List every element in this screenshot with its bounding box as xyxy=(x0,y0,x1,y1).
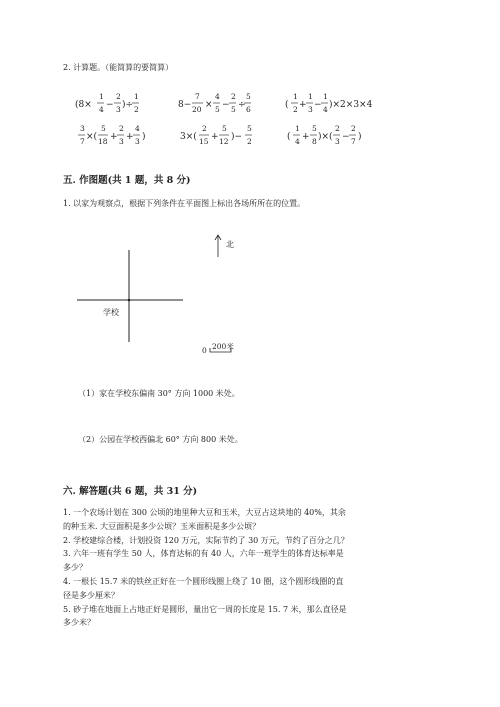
p5-open: 3×( xyxy=(180,132,197,142)
p4-close: ) xyxy=(142,132,146,142)
p2-num4: 5 xyxy=(246,92,251,101)
p5-op1: + xyxy=(211,132,219,142)
p6-den3: 3 xyxy=(335,137,340,146)
section6-line: 的种玉米. 大豆面积是多少公顷？玉米面积是多少公顷？ xyxy=(63,521,261,531)
p1-num3: 1 xyxy=(134,92,139,101)
p6-num1: 1 xyxy=(295,124,300,133)
p3-num2: 1 xyxy=(308,92,313,101)
p1-close: )÷ xyxy=(122,100,134,110)
section6-line: 径是多少厘米？ xyxy=(63,590,119,600)
p2-den4: 6 xyxy=(246,105,251,114)
scale-label: 200米 xyxy=(212,342,234,351)
p6-den4: 7 xyxy=(351,137,356,146)
p1-den2: 3 xyxy=(116,105,121,114)
p1-den3: 2 xyxy=(134,105,139,114)
problem-3 xyxy=(285,92,373,114)
p3-den2: 3 xyxy=(308,105,313,114)
p4-op1: + xyxy=(110,132,118,142)
p5-den1: 15 xyxy=(199,137,209,146)
p2-open: 8− xyxy=(178,100,192,110)
p1-num1: 1 xyxy=(99,92,104,101)
p4-num4: 4 xyxy=(135,124,140,133)
section6-line: 4. 一根长 15.7 米的铁丝正好在一个圆形线圈上绕了 10 圈，这个圆形线圈的直 xyxy=(63,576,344,586)
p4-num2: 5 xyxy=(101,124,106,133)
p3-open: ( xyxy=(285,100,289,110)
plane-diagram xyxy=(0,225,500,365)
p6-close: ) xyxy=(358,132,362,142)
p6-open: ( xyxy=(287,132,291,142)
p6-op1: + xyxy=(302,132,310,142)
p6-den1: 4 xyxy=(295,137,300,146)
p1-open: (8× xyxy=(75,100,92,110)
p2-op1: × xyxy=(205,100,213,110)
p4-num3: 2 xyxy=(119,124,124,133)
p1-den1: 4 xyxy=(99,105,104,114)
section6-line: 多少米？ xyxy=(63,618,95,628)
p3-num3: 1 xyxy=(323,92,328,101)
north-label: 北 xyxy=(226,240,234,249)
p2-num1: 7 xyxy=(195,92,200,101)
p3-den3: 4 xyxy=(323,105,328,114)
p5-den2: 12 xyxy=(219,137,229,146)
p5-den3: 2 xyxy=(247,137,252,146)
section5-question: 1. 以家为观察点，根据下列条件在平面图上标出各场所所在的位置。 xyxy=(63,199,306,208)
school-label: 学校 xyxy=(103,308,119,317)
problem-5 xyxy=(180,124,252,146)
problem-1 xyxy=(75,92,139,114)
section6-body xyxy=(63,506,349,630)
p2-num2: 4 xyxy=(215,92,220,101)
section5-item-2: （2）公园在学校西偏北 60° 方向 800 米处。 xyxy=(78,435,243,444)
p4-den2: 18 xyxy=(98,137,108,146)
section5-item-1: （1）家在学校东偏南 30° 方向 1000 米处。 xyxy=(78,389,240,398)
section5-heading: 五. 作图题(共 1 题，共 8 分) xyxy=(63,175,191,186)
p4-num1: 3 xyxy=(80,124,85,133)
problem-2 xyxy=(178,92,251,114)
p2-den2: 5 xyxy=(215,105,220,114)
p4-den1: 7 xyxy=(80,137,85,146)
p2-den3: 5 xyxy=(231,105,236,114)
section6-line: 多少？ xyxy=(63,563,87,573)
p4-op2: + xyxy=(126,132,134,142)
p1-num2: 2 xyxy=(116,92,121,101)
p5-num1: 2 xyxy=(202,124,207,133)
p4-open: ×( xyxy=(86,132,98,142)
p2-op3: ÷ xyxy=(238,100,246,110)
p3-den1: 2 xyxy=(293,105,298,114)
problem-6 xyxy=(287,124,362,146)
scale-zero: 0 xyxy=(202,346,207,355)
p6-num4: 2 xyxy=(351,124,356,133)
section6-line: 1. 一个农场计划在 300 公顷的地里种大豆和玉米，大豆占这块地的 40%，其余 xyxy=(63,508,346,517)
p3-op1: + xyxy=(299,100,307,110)
north-arrow-icon xyxy=(215,235,221,257)
school-point xyxy=(128,299,131,302)
p6-num3: 2 xyxy=(335,124,340,133)
p5-close: )− xyxy=(231,132,243,142)
calculation-problems xyxy=(0,85,500,155)
p2-num3: 2 xyxy=(231,92,236,101)
p2-op2: − xyxy=(222,100,230,110)
p3-num1: 1 xyxy=(293,92,298,101)
section6-line: 3. 六年一班有学生 50 人，体育达标的有 40 人，六年一班学生的体育达标率是 xyxy=(63,549,344,559)
section6-heading: 六. 解答题(共 6 题，共 31 分) xyxy=(63,486,198,497)
section6-line: 2. 学校建综合楼，计划投资 120 万元，实际节约了 30 万元，节约了百分之几？ xyxy=(63,535,349,545)
part2-heading: 2. 计算题。（能简算的要简算） xyxy=(63,63,174,72)
section6-line: 5. 砂子堆在地面上占地正好是圆形，量出它一周的长度是 15. 7 米，那么直径是 xyxy=(63,604,347,614)
p1-op: − xyxy=(106,100,114,110)
p6-den2: 8 xyxy=(312,137,317,146)
p4-den3: 3 xyxy=(119,137,124,146)
p6-op2: − xyxy=(342,132,350,142)
p5-num2: 5 xyxy=(222,124,227,133)
p6-num2: 5 xyxy=(312,124,317,133)
problem-4 xyxy=(78,124,146,146)
p5-num3: 5 xyxy=(247,124,252,133)
p4-den4: 3 xyxy=(135,137,140,146)
p3-close: )×2×3×4 xyxy=(329,100,373,110)
p3-op2: − xyxy=(314,100,322,110)
p6-mid: )×( xyxy=(318,132,333,142)
p2-den1: 20 xyxy=(192,105,202,114)
